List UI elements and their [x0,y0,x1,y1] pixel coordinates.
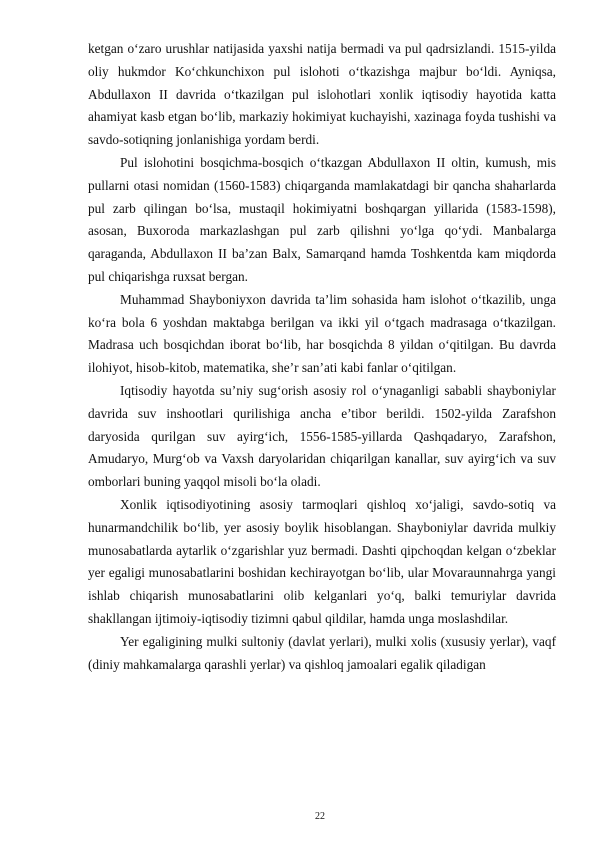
paragraph-continuation: ketgan o‘zaro urushlar natijasida yaxshi natija bermadi va pul qadrsizlandi. 1515-yilda oliy hukmdor Ko‘chkunchixon pul islohoti o‘tkazishga majbur bo‘ldi. Ayniqsa, Abdullaxon II davrida o‘tkazilgan pul islohotlari xonlik iqtisodiy hayotida katta ahamiyat kasb etgan bo‘lib, markaziy hokimiyat kuchayishi, xazinaga foyda tushishi va savdo-sotiqning jonlanishiga yordam berdi. [88,41,556,148]
paragraph: Pul islohotini bosqichma-bosqich o‘tkazgan Abdullaxon II oltin, kumush, mis pullarni otasi nomidan (1560-1583) chiqarganda mamlakatdagi bir qancha shaharlarda pul zarb qilingan bo‘lsa, mustaqil hokimiyatni boshqargan yillarida (1583-1598), asosan, Buxoroda markazlashgan pul zarb qilishni yo‘lga qo‘ydi. Manbalarga qaraganda, Abdullaxon II ba’zan Balx, Samarqand hamda Toshkentda kam miqdorda pul chiqarishga ruxsat bergan. [88,154,556,284]
body-text [88,38,556,676]
paragraph: Iqtisodiy hayotda su’niy sug‘orish asosiy rol o‘ynaganligi sababli shayboniylar davrida suv inshootlari qurilishiga ancha e’tibor berildi. 1502-yilda Zarafshon daryosida qurilgan suv ayirg‘ich, 1556-1585-yillarda Qashqadaryo, Zarafshon, Amudaryo, Murg‘ob va Vaxsh daryolaridan chiqarilgan kanallar, suv ayirg‘ich va suv omborlari buning yaqqol misoli bo‘la oladi. [88,382,556,490]
paragraph: Yer egaligining mulki sultoniy (davlat yerlari), mulki xolis (xususiy yerlar), vaqf (diniy mahkamalarga qarashli yerlar) va qishloq jamoalari egalik qiladigan [88,633,556,672]
page-number: 22 [315,811,325,822]
paragraph: Muhammad Shayboniyxon davrida ta’lim sohasida ham islohot o‘tkazilib, unga ko‘ra bola 6 yoshdan maktabga berilgan va ikki yil o‘tgach madrasaga o‘tkazilgan. Madrasa uch bosqichdan iborat bo‘lib, har bosqichda 8 yildan o‘qitilgan. Bu davrda ilohiyot, hisob-kitob, matematika, she’r san’ati kabi fanlar o‘qitilgan. [88,291,556,376]
paragraph: Xonlik iqtisodiyotining asosiy tarmoqlari qishloq xo‘jaligi, savdo-sotiq va hunarmandchilik bo‘lib, yer asosiy boylik hisoblangan. Shayboniylar davrida mulkiy munosabatlarda aytarlik o‘zgarishlar yuz bermadi. Dashti qipchoqdan kelgan o‘zbeklar yer egaligi munosabatlarini boshidan kechirayotgan bo‘lib, ular Movaraunnahrga yangi ishlab chiqarish munosabatlarini olib kelganlari yo‘q, balki temuriylar davrida shakllangan ijtimoiy-iqtisodiy tizimni qabul qildilar, hamda unga moslashdilar. [88,496,556,626]
